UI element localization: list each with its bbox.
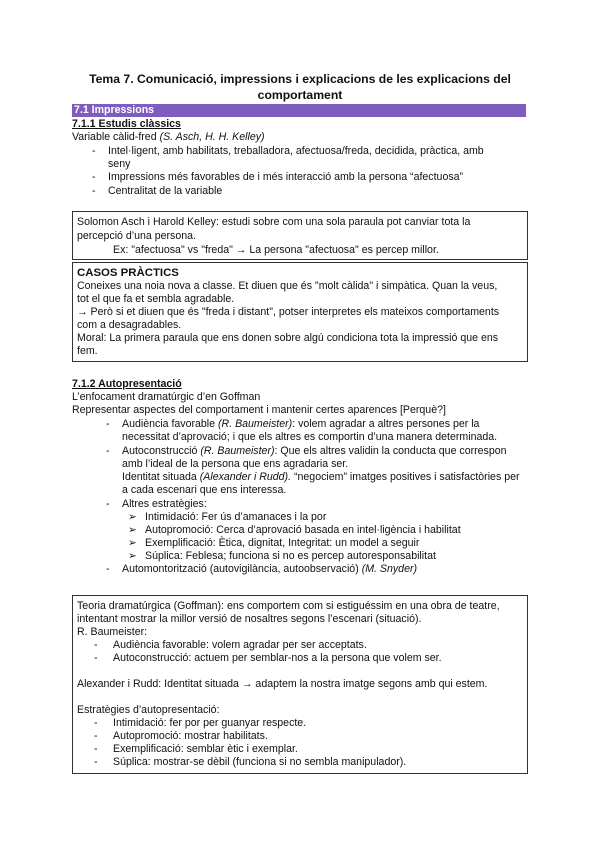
list-item: Altres estratègies: bbox=[122, 498, 207, 510]
list-item-continuation: a cada escenari que ens interessa. bbox=[122, 484, 287, 496]
box-text: com a desagradables. bbox=[77, 319, 182, 331]
list-item bbox=[122, 445, 528, 458]
bullet-dash: - bbox=[92, 145, 96, 157]
box-text: R. Baumeister: bbox=[77, 626, 148, 638]
box-list-item: Autopromoció: mostrar habilitats. bbox=[113, 730, 268, 742]
variable-line bbox=[72, 131, 265, 144]
bullet-dash: - bbox=[106, 498, 110, 510]
box-list-item: Audiència favorable: volem agradar per ser acceptats. bbox=[113, 639, 367, 651]
list-item: Centralitat de la variable bbox=[108, 185, 223, 197]
box-text: Solomon Asch i Harold Kelley: estudi sobre com una sola paraula pot canviar tota la bbox=[77, 216, 471, 228]
box-text: Coneixes una noia nova a classe. Et diuen que és "molt càlida" i simpàtica. Quan la veus, bbox=[77, 280, 498, 292]
list-item: Intel·ligent, amb habilitats, treballadora, afectuosa/freda, decidida, pràctica, amb bbox=[108, 145, 484, 157]
box-text: fem. bbox=[77, 345, 98, 357]
item-term: Autoconstrucció bbox=[122, 445, 198, 457]
item-text: : volem agradar a altres persones per la bbox=[292, 418, 480, 430]
box-text: Alexander i Rudd: Identitat situada → adaptem la nostra imatge segons amb qui estem. bbox=[77, 678, 488, 690]
list-item-continuation: seny bbox=[108, 158, 131, 170]
title-line-1: Tema 7. Comunicació, impressions i explicacions de les explicacions del bbox=[89, 72, 511, 86]
item-term: Identitat situada bbox=[122, 471, 197, 483]
paragraph: L’enfocament dramatúrgic d’en Goffman bbox=[72, 391, 261, 403]
box-list-item: Intimidació: fer por per guanyar respecte. bbox=[113, 717, 307, 729]
list-item: Impressions més favorables de i més interacció amb la persona “afectuosa” bbox=[108, 171, 464, 183]
section-heading-impressions: 7.1 Impressions bbox=[72, 104, 526, 117]
item-text: “negociem” imatges positives i satisfactòries per bbox=[294, 471, 520, 483]
box-list-item: Autoconstrucció: actuem per semblar-nos a la persona que volem ser. bbox=[113, 652, 442, 664]
sub-list-item: Autopromoció: Cerca d’aprovació basada en intel·ligència i habilitat bbox=[145, 524, 461, 536]
arrow-bullet-icon: ➢ bbox=[128, 511, 137, 523]
bullet-dash: - bbox=[92, 185, 96, 197]
box-text: tot el que fa et sembla agradable. bbox=[77, 293, 235, 305]
box-text: Teoria dramatúrgica (Goffman): ens comportem com si estiguéssim en una obra de teatre, bbox=[77, 600, 500, 612]
box-text: percepció d’una persona. bbox=[77, 230, 196, 242]
box-list-item: Súplica: mostrar-se dèbil (funciona si no sembla manipulador). bbox=[113, 756, 407, 768]
box-text: → Però si et diuen que és "freda i distant", potser interpretes els mateixos comportaments bbox=[77, 306, 500, 318]
bullet-dash: - bbox=[106, 418, 110, 430]
title-line-2: comportament bbox=[257, 88, 343, 102]
variable-text: Variable càlid-fred bbox=[72, 131, 157, 143]
bullet-dash: - bbox=[94, 756, 98, 768]
bullet-dash: - bbox=[106, 445, 110, 457]
item-text: : Que els altres validin la conducta que correspon bbox=[274, 445, 507, 457]
page-title bbox=[72, 71, 528, 103]
sub-list-item: Intimidació: Fer ús d’amanaces i la por bbox=[145, 511, 327, 523]
item-author: (Alexander i Rudd). bbox=[199, 471, 292, 483]
bullet-dash: - bbox=[94, 730, 98, 742]
box-text: Moral: La primera paraula que ens donen sobre algú condiciona tota la impressió que ens bbox=[77, 332, 499, 344]
sub-list-item: Súplica: Feblesa; funciona si no es percep autoresponsabilitat bbox=[145, 550, 436, 562]
bullet-dash: - bbox=[106, 563, 110, 575]
bullet-dash: - bbox=[94, 717, 98, 729]
subsection-heading-classics: 7.1.1 Estudis clàssics bbox=[72, 118, 181, 130]
item-author: (R. Baumeister) bbox=[200, 445, 275, 457]
arrow-bullet-icon: ➢ bbox=[128, 550, 137, 562]
arrow-bullet-icon: ➢ bbox=[128, 537, 137, 549]
item-term: Audiència favorable bbox=[122, 418, 216, 430]
bullet-dash: - bbox=[94, 743, 98, 755]
box-text: intentant mostrar la millor versió de nosaltres segons l’escenari (situació). bbox=[77, 613, 422, 625]
list-item-continuation bbox=[122, 471, 528, 484]
bullet-dash: - bbox=[92, 171, 96, 183]
box-list-item: Exemplificació: semblar ètic i exemplar. bbox=[113, 743, 298, 755]
list-item-continuation: amb l’ideal de la persona que ens agradaria ser. bbox=[122, 458, 349, 470]
variable-authors: (S. Asch, H. H. Kelley) bbox=[159, 131, 265, 143]
list-item bbox=[122, 418, 528, 431]
box-text: Ex: "afectuosa" vs "freda" → La persona "afectuosa" es percep millor. bbox=[113, 244, 439, 256]
item-author: (M. Snyder) bbox=[361, 563, 418, 575]
bullet-dash: - bbox=[94, 639, 98, 651]
subsection-heading-self-presentation: 7.1.2 Autopresentació bbox=[72, 378, 182, 390]
case-study-heading: CASOS PRÀCTICS bbox=[77, 267, 179, 279]
paragraph: Representar aspectes del comportament i mantenir certes aparences [Perquè?] bbox=[72, 404, 446, 416]
arrow-bullet-icon: ➢ bbox=[128, 524, 137, 536]
list-item bbox=[122, 563, 417, 576]
box-text: Estratègies d’autopresentació: bbox=[77, 704, 220, 716]
bullet-dash: - bbox=[94, 652, 98, 664]
item-author: (R. Baumeister) bbox=[218, 418, 293, 430]
item-text: Automontorització (autovigilància, autoobservació) bbox=[122, 563, 359, 575]
list-item-continuation: necessitat d’aprovació; i que els altres es comportin d’una manera determinada. bbox=[122, 431, 498, 443]
sub-list-item: Exemplificació: Ètica, dignitat, Integritat: un model a seguir bbox=[145, 537, 420, 549]
